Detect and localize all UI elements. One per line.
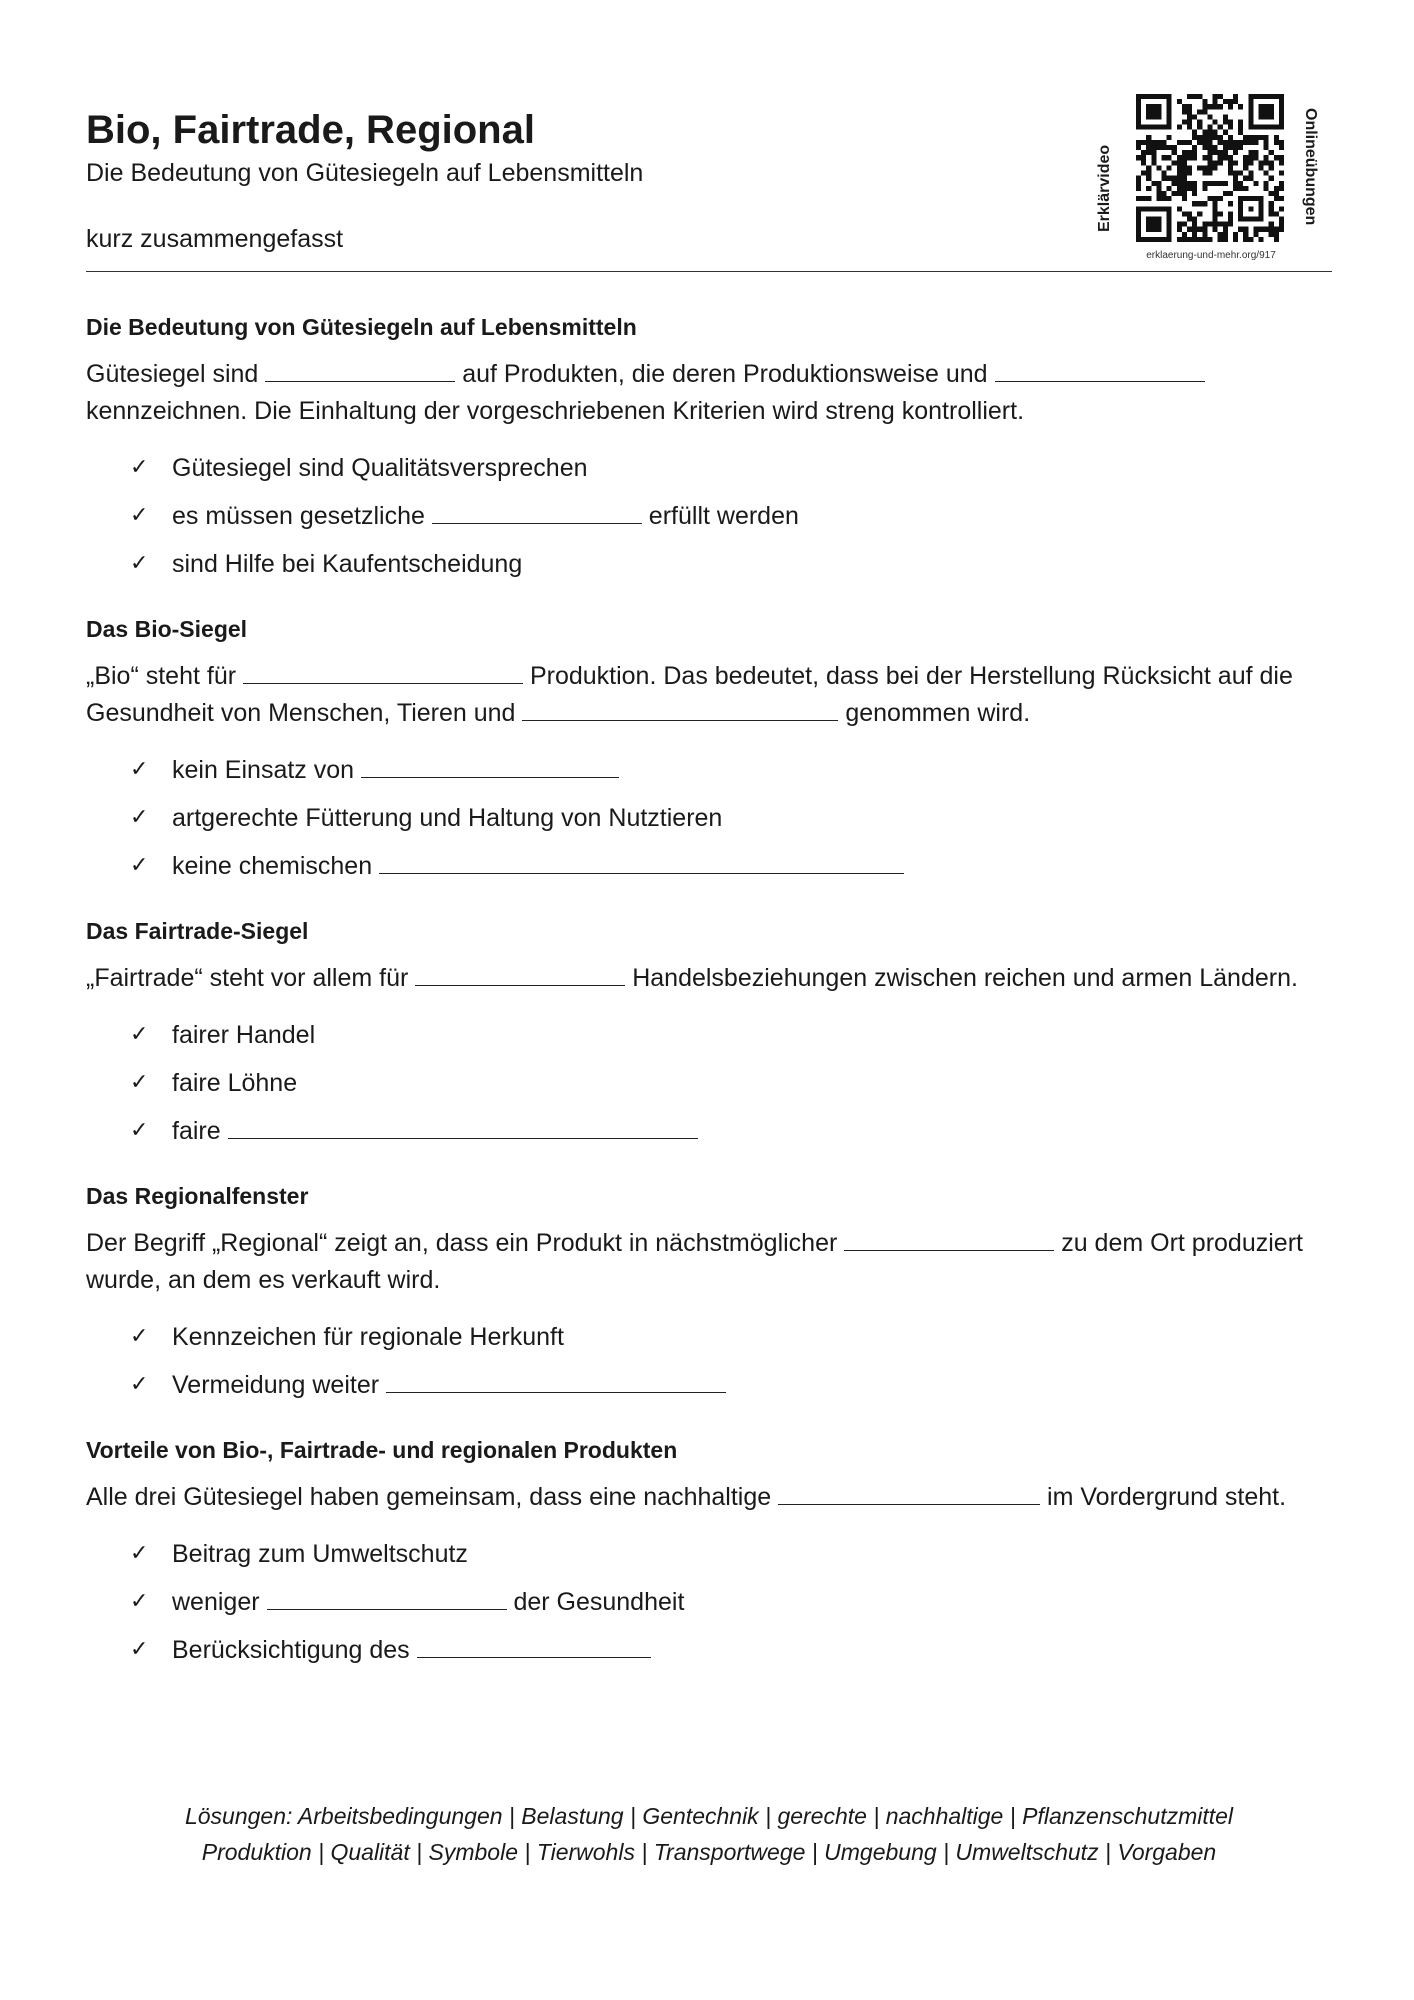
- checkmark-icon: ✓: [130, 1541, 149, 1566]
- qr-url: erklaerung-und-mehr.org/917: [1146, 250, 1276, 261]
- answer-blank[interactable]: [243, 659, 523, 684]
- answer-blank[interactable]: [379, 849, 904, 874]
- worksheet-page: [86, 0, 1332, 2000]
- answer-blank[interactable]: [361, 753, 619, 778]
- answer-blank[interactable]: [267, 1585, 507, 1610]
- qr-code-block: [1086, 90, 1326, 265]
- list-item: ✓ sind Hilfe bei Kaufentscheidung: [130, 540, 1332, 588]
- summary-label: kurz zusammengefasst: [86, 225, 344, 253]
- checklist: [86, 746, 1332, 890]
- checklist: [86, 1011, 1332, 1155]
- section-advantages: [86, 1435, 1332, 1674]
- section-heading: Das Fairtrade-Siegel: [86, 918, 309, 944]
- solutions-line: Lösungen: Arbeitsbedingungen | Belastung | Gentechnik | gerechte | nachhaltige | Pflanzenschutzmittel: [184, 1803, 1234, 1829]
- list-item: ✓ keine chemischen: [130, 842, 1332, 890]
- answer-blank[interactable]: [778, 1480, 1040, 1505]
- answer-blank[interactable]: [432, 499, 642, 524]
- answer-blank[interactable]: [417, 1633, 651, 1658]
- checkmark-icon: ✓: [130, 1637, 149, 1662]
- header-divider: [86, 271, 1332, 272]
- solutions-box: [86, 1798, 1332, 1870]
- checkmark-icon: ✓: [130, 1070, 149, 1095]
- checkmark-icon: ✓: [130, 1589, 149, 1614]
- section-text: „Bio“ steht für Produktion. Das bedeutet, dass bei der Herstellung Rücksicht auf die Gesundheit von Menschen, Tieren und genommen wird.: [86, 658, 1332, 732]
- page-title: Bio, Fairtrade, Regional: [86, 108, 535, 152]
- list-item: ✓ faire Löhne: [130, 1059, 1332, 1107]
- list-item: ✓ Beitrag zum Umweltschutz: [130, 1530, 1332, 1578]
- section-meaning: [86, 312, 1332, 588]
- checkmark-icon: ✓: [130, 1372, 149, 1397]
- answer-blank[interactable]: [415, 961, 625, 986]
- section-bio: [86, 614, 1332, 890]
- list-item: ✓ es müssen gesetzliche erfüllt werden: [130, 492, 1332, 540]
- qr-code-icon[interactable]: [1136, 94, 1284, 242]
- worksheet-content: [86, 312, 1332, 1700]
- solutions-line: Produktion | Qualität | Symbole | Tierwohls | Transportwege | Umgebung | Umweltschutz | Vorgaben: [201, 1839, 1217, 1865]
- checkmark-icon: ✓: [130, 551, 149, 576]
- section-heading: Das Regionalfenster: [86, 1183, 309, 1209]
- list-item: ✓ Vermeidung weiter: [130, 1361, 1332, 1409]
- section-fairtrade: [86, 916, 1332, 1155]
- list-item: ✓ Berücksichtigung des: [130, 1626, 1332, 1674]
- answer-blank[interactable]: [995, 357, 1205, 382]
- list-item: ✓ kein Einsatz von: [130, 746, 1332, 794]
- checklist: [86, 1313, 1332, 1409]
- section-heading: Das Bio-Siegel: [86, 616, 248, 642]
- list-item: ✓ fairer Handel: [130, 1011, 1332, 1059]
- checkmark-icon: ✓: [130, 455, 149, 480]
- checkmark-icon: ✓: [130, 805, 149, 830]
- qr-label-video: Erklärvideo: [1096, 144, 1113, 232]
- checkmark-icon: ✓: [130, 1324, 149, 1349]
- section-text: Alle drei Gütesiegel haben gemeinsam, dass eine nachhaltige im Vordergrund steht.: [86, 1479, 1332, 1516]
- list-item: ✓ Gütesiegel sind Qualitätsversprechen: [130, 444, 1332, 492]
- checklist: [86, 444, 1332, 588]
- list-item: ✓ Kennzeichen für regionale Herkunft: [130, 1313, 1332, 1361]
- list-item: ✓ weniger der Gesundheit: [130, 1578, 1332, 1626]
- checkmark-icon: ✓: [130, 1118, 149, 1143]
- answer-blank[interactable]: [386, 1368, 726, 1393]
- section-text: Gütesiegel sind auf Produkten, die deren Produktionsweise und kennzeichnen. Die Einhaltung der vorgeschriebenen Kriterien wird streng kontrolliert.: [86, 356, 1332, 430]
- section-regional: [86, 1181, 1332, 1409]
- answer-blank[interactable]: [228, 1114, 698, 1139]
- answer-blank[interactable]: [265, 357, 455, 382]
- section-heading: Vorteile von Bio-, Fairtrade- und regionalen Produkten: [86, 1437, 678, 1463]
- page-subtitle: Die Bedeutung von Gütesiegeln auf Lebensmitteln: [86, 159, 644, 187]
- answer-blank[interactable]: [844, 1226, 1054, 1251]
- checkmark-icon: ✓: [130, 503, 149, 528]
- checkmark-icon: ✓: [130, 1022, 149, 1047]
- checklist: [86, 1530, 1332, 1674]
- section-text: Der Begriff „Regional“ zeigt an, dass ein Produkt in nächstmöglicher zu dem Ort produziert wurde, an dem es verkauft wird.: [86, 1225, 1332, 1299]
- qr-label-exercises: Onlineübungen: [1302, 108, 1319, 226]
- checkmark-icon: ✓: [130, 757, 149, 782]
- section-heading: Die Bedeutung von Gütesiegeln auf Lebensmitteln: [86, 314, 637, 340]
- list-item: ✓ artgerechte Fütterung und Haltung von Nutztieren: [130, 794, 1332, 842]
- section-text: „Fairtrade“ steht vor allem für Handelsbeziehungen zwischen reichen und armen Ländern.: [86, 960, 1332, 997]
- list-item: ✓ faire: [130, 1107, 1332, 1155]
- answer-blank[interactable]: [522, 696, 838, 721]
- checkmark-icon: ✓: [130, 853, 149, 878]
